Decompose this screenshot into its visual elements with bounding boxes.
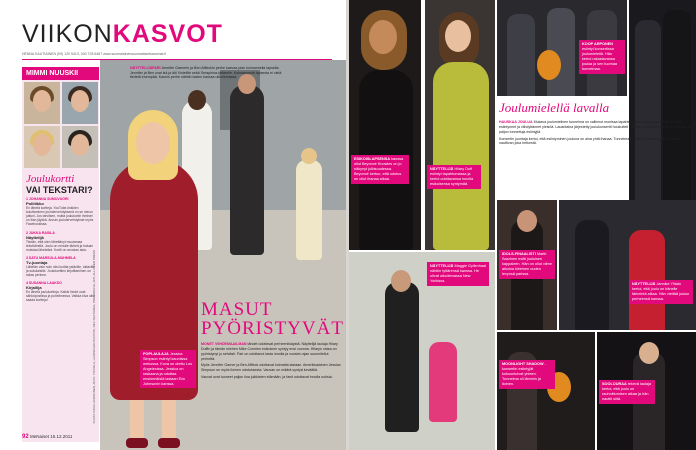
teddy-bear	[537, 50, 561, 80]
right-body	[499, 120, 693, 148]
caption-text: Maggie Gyllenhaal nähtiin tyttärensä kanssa. He olivat ulkoilemassa New Yorkissa.	[430, 264, 486, 283]
face-shape	[369, 20, 397, 54]
caption-martti	[499, 250, 555, 279]
person-shape	[507, 14, 535, 96]
photo-beyonce	[349, 0, 421, 250]
article-lead: MONET VIIHDEMAAILMAN	[201, 342, 247, 346]
caption-lead: IDOLS-FINAALISTI	[502, 252, 536, 256]
caption-beyonce	[351, 155, 409, 184]
caption-text: Jessica Simpson esiintyi kauniissa mekossa. Kuva on otettu Los Angelesissa. Jessica on raskaana ja odottaa ensimmäistä lastaan Eric Johnsonin kanssa.	[143, 352, 192, 386]
caption-maggie	[427, 262, 489, 286]
face-photo-3	[24, 126, 60, 168]
masthead-light: VIIKON	[22, 20, 113, 48]
headline-line-1: MASUT	[201, 299, 273, 320]
person-shape	[635, 20, 661, 200]
caption-text: kanssa ollut Beyoncé Knowles on jo näkynyt julkisuudessa. Beyoncé kertoo, että odotus on ollut ihanaa aikaa.	[354, 157, 404, 181]
photo-jannike	[559, 200, 696, 330]
right-headline: Joulumielellä lavalla	[499, 100, 610, 115]
article-text: tähdet odottavat perheenlisäystä. Näyttelijä laulaja Hilary Duffin ja tämän miehen Mike Comrien esikoinen syntyy ensi vuonna. Hilaryn vatsa on pyöristynyt jo selvästi. Pari on odottanut lasta innolla ja vuosien ajan suunnitellut perhettä.	[201, 342, 338, 361]
sidebar-header: MIMMI NUUSKII	[22, 67, 99, 80]
sidebar-item	[22, 254, 99, 279]
child-head	[301, 148, 317, 164]
right-page	[349, 0, 696, 450]
jessica-face	[136, 122, 170, 164]
sidebar-subtitle: VAI TEKSTARI?	[26, 185, 93, 195]
photo-credit: KUVAT: PAVA LAUKKONEN, ARI K. TOIVOLA, LAAKSOLEN PHOTOS, REX FEATURES, PRESSIKUVA, AFP, ALL OVER PRESS	[92, 250, 96, 424]
page-footer	[22, 434, 72, 440]
person-shape	[575, 220, 609, 330]
sidebar	[22, 67, 99, 442]
article-lead: HAUSKAA JOULUA	[499, 120, 533, 124]
article-headline	[201, 300, 344, 338]
article-paragraph	[499, 120, 693, 135]
face-photo-2	[62, 82, 98, 124]
article-text: Mukava joulumielinen tunnelma on vallinnut monissa tapahtumissa tänä jouluna. Tähdet ovat esiintyneet ja viihdyttäneet yleisöä. Lauantaina järjestetty joulukonsertti houkutteli paikalle runsaasti yleisöä ja mukana oli paljon tunnettuja esiintyjiä.	[499, 120, 692, 134]
caption-jannike	[629, 280, 693, 304]
face-shape	[391, 270, 411, 292]
caption-text: esiintyi konsertissa joulumielellä. Hän kertoi rakastavansa joulua ja sen tuomaa tunnelmaa.	[582, 46, 618, 71]
caption-text: Hilary Duff esiintyi tapahtumassa ja kertoi odottavansa innolla esikoisensa syntymää.	[430, 167, 474, 186]
photo-moonlight	[497, 332, 595, 450]
dress-shape	[433, 62, 489, 250]
main-photo-street	[100, 60, 346, 450]
sidebar-item-name: 2 JUKKA RASILA	[26, 230, 55, 235]
caption-soolo	[599, 380, 655, 404]
sidebar-item-text: Lähetän vain noin viisi korttia ystäville, tuttaville ja sukulaisille. Joulukorttien kirjoittaminen on rakas perinne.	[26, 264, 95, 278]
sidebar-title: Joulukortti	[26, 173, 75, 185]
sidebar-item-text: En lähetä kortteja. YouTube-linkkien kuluttaminen joulutervehdyksenä on se minun juttuni. Jos tarvitsen, mutta joulukortin ihmiset on liian jäykkä. Annan joulutervehdykset myös Facebookissa.	[26, 206, 94, 227]
headline-line-2: PYÖRISTYVÄT	[201, 318, 344, 339]
caption-text: tekevä laulaja kertoi, että joulu on rauhoittumisen aikaa ja hän nauttii siitä.	[602, 382, 651, 401]
shoe-left	[126, 438, 148, 448]
sidebar-item	[22, 195, 99, 229]
caption-text: Jannike Ylitalo kertoi, että joulu on hänelle tärkeintä aikaa. Hän viettää joulun perheensä kanssa.	[632, 282, 690, 301]
caption-moonlight	[499, 360, 555, 389]
face-photo-1	[24, 82, 60, 124]
person-shape	[385, 282, 419, 432]
caption-lead: ESIKOISLAPSENSA	[354, 157, 391, 161]
jessica-caption	[140, 350, 196, 388]
caption-hilary	[427, 165, 481, 189]
child-shape	[429, 342, 457, 422]
article-paragraph: Vauvat ovat tuoneet paljon iloa julkkisten elämään, ja fanit odottavat innolla uutisia.	[201, 375, 333, 380]
byline: HENNA KAUTIAINEN (09) 120 5413, 040 728 6467 www.suomalainensuomalaisetsanomat.fi	[22, 52, 167, 56]
article-paragraph: Konsertin juontaja kertoi, että esiintyminen jouluna on aina yhtä ihanaa. Tunnelma oli lämmin ja esiintyjät tuntuivat nauttivan joka hetkestä.	[499, 136, 680, 146]
caption-lead: SOOLOURAA	[602, 382, 627, 386]
leg-right	[162, 400, 176, 440]
sidebar-item-role: Tv-juontaja	[26, 259, 48, 265]
sidebar-item	[22, 229, 99, 254]
caption-lead: KOOP ARPONEN	[582, 42, 614, 46]
left-page	[0, 0, 346, 450]
issue-date: 15.12.2011	[50, 434, 73, 439]
sidebar-item-name: 4 SUSANNA LAAKSO	[26, 281, 62, 286]
face-shape	[639, 342, 659, 364]
sidebar-item-text: Tiedän, että olen lähettänyt muutamaa tekstiviestiä. Joulu on minulle tärkeä ja haluan muistaa läheisiäni. Kortti on arvokas asia.	[26, 239, 94, 252]
person-shape	[663, 10, 691, 200]
caption-lead: NÄYTTELIJÄ	[632, 282, 656, 286]
photo-hilary	[425, 0, 495, 250]
caption-text: Martti Saarinen esitti jouluisen kappaleen. Hän on ollut viime aikoina kiireinen uuden levynsä parissa.	[502, 252, 552, 276]
photo-couple-right	[629, 0, 696, 200]
article-paragraph	[201, 342, 341, 361]
sidebar-item-role: Kirjailija	[26, 285, 42, 291]
masthead-bold: KASVOT	[112, 20, 223, 48]
woman-head	[188, 90, 206, 110]
caption-koop	[579, 40, 625, 74]
top-caption	[130, 66, 290, 80]
caption-text: Jennifer Garnerin ja Ben Affleckin perhe kasvaa pian kolmannella lapsella. Jennifer ja Ben ovat isä ja äiti Violetille sekä Seraphina-tyttärelle. Kolmannesta lapsesta ei vielä tiedetä enempää. Kaunis perhe nähtiin lasten kanssa ulkoilemassa.	[130, 66, 282, 80]
caption-text: -konsertin esiintyjät kokoontuivat yhteen. Tunnelma oli lämmin ja iloinen.	[502, 362, 546, 386]
shoe-right	[158, 438, 180, 448]
sidebar-item	[22, 279, 99, 304]
leg-left	[130, 400, 144, 440]
child-figure	[296, 160, 322, 260]
magazine-name: MeNaiset	[29, 434, 49, 439]
face-grid	[22, 80, 99, 170]
caption-lead: MOONLIGHT SHADOW	[502, 362, 544, 366]
article-paragraph: Myös Jennifer Garner ja Ben Affleck odottavat kolmatta lastaan. Amerikkalainen Jessica Simpson on myös iloinen odotuksesta. Vauvan on määrä syntyä keväällä.	[201, 363, 341, 373]
masthead	[22, 20, 223, 49]
article-body	[201, 342, 341, 382]
sidebar-item-name: 1 JOHANNA SUMUVUORI	[26, 197, 69, 201]
caption-lead: NÄYTTELIJÄ	[430, 167, 454, 171]
face-photo-4	[62, 126, 98, 168]
caption-lead: NÄYTTELIJÄ	[430, 264, 454, 268]
man-figure	[230, 85, 264, 255]
face-shape	[517, 210, 537, 232]
sidebar-item-name: 3 SATU MARSULA-MUHMELA	[26, 255, 76, 260]
caption-lead: POPLAULAJA	[143, 352, 169, 356]
sidebar-item-role: Poliitikko	[26, 201, 44, 206]
page-number: 92	[22, 434, 29, 440]
sidebar-item-role: Näyttelijä	[26, 234, 44, 240]
face-shape	[445, 20, 471, 52]
sidebar-item-text: En lähetä joulukortteja. Kaikki tiedot ovat sähköpostissa ja puhelimessa. Vaikka kiva olisi saada kortteja!	[26, 290, 95, 303]
caption-lead: NÄYTTELIJÄPARI	[130, 66, 161, 70]
